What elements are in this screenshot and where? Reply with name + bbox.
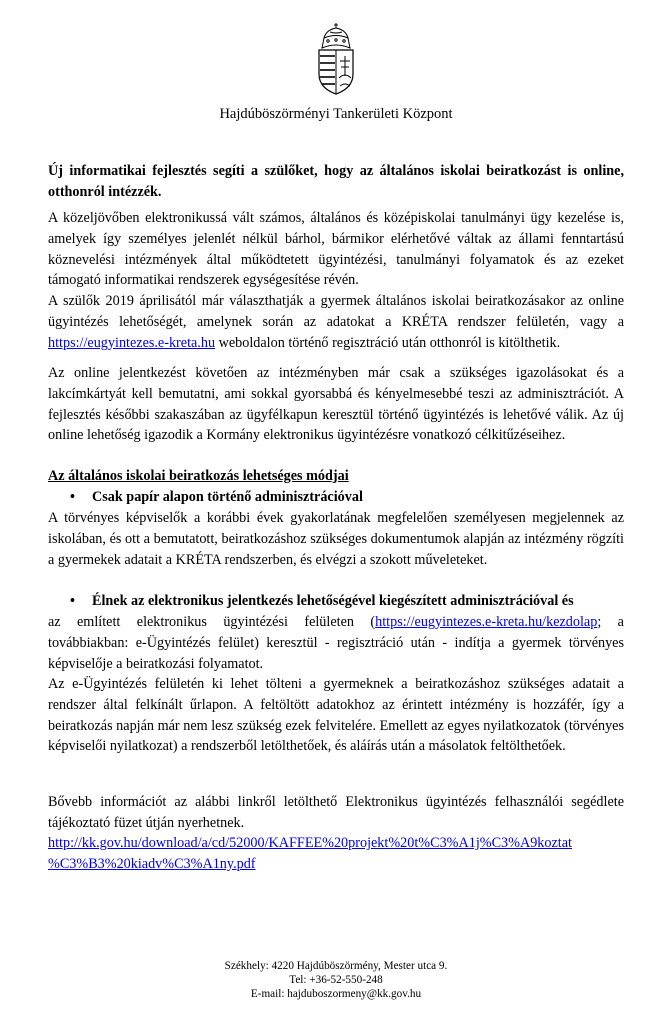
paragraph-text: weboldalon történő regisztráció után otthonról is kitölthetik. <box>215 334 561 351</box>
guide-link-line-2[interactable]: %C3%B3%20kiadv%C3%A1ny.pdf <box>48 855 256 872</box>
organization-name: Hajdúböszörményi Tankerületi Központ <box>219 106 453 122</box>
paragraph-form-details: Az e-Ügyintézés felületén ki lehet tölteni a gyermeknek a beiratkozáshoz szükséges adatait a rendszer által felkínált űrlapon. A feltöltött adatokhoz az érintett intézmény is hozzáfér, így a beiratkozás napján már nem lesz szükség ezek felvitelére. Emellett az egyes nyilatkozatok (törvényes képviselői nyilatkozat) a rendszerből letölthetőek, és aláírás után a másolatok feltölthetőek. <box>48 676 624 755</box>
bullet-label: Csak papír alapon történő adminisztrációval <box>92 489 363 505</box>
paragraph-more-info: Bővebb információt az alábbi linkről letölthető Elektronikus ügyintézés felhasználói segédlete tájékoztató füzet útján nyerhetnek. <box>48 794 624 831</box>
bullet-icon: • <box>70 489 75 505</box>
guide-download-link[interactable] <box>48 833 624 875</box>
eugyintezes-link[interactable]: https://eugyintezes.e-kreta.hu <box>48 334 216 351</box>
paragraph-electronic-process <box>48 612 624 674</box>
section-title: Az általános iskolai beiratkozás lehetséges módjai <box>48 468 349 484</box>
paragraph-intro: A közeljövőben elektronikussá vált számos, általános és középiskolai tanulmányi ügy kezelése is, amelyek így személyes jelenlét nélkül bárhol, bármikor elérhetővé váltak az állami fenntartású köznevelési intézmények által működtetett ügyintézési, tanulmányi folyamatok és az ezeket támogató informatikai rendszerek egységesítése révén. <box>48 210 624 289</box>
paragraph-after-registration: Az online jelentkezést követően az intézményben már csak a szükséges igazolásokat és a lakcímkártyát kell bemutatni, ami sokkal gyorsabbá és kényelmesebbé teszi az adminisztrációt. A fejlesztés későbbi szakaszában az ügyfélkapun keresztül történő ügyintézés is lehetővé válik. Az új online lehetőség igazodik a Kormány elektronikus ügyintézésre vonatkozó célkitűzéseihez. <box>48 365 624 444</box>
footer-phone: Tel: +36-52-550-248 <box>289 974 383 986</box>
footer-email: E-mail: hajduboszormeny@kk.gov.hu <box>250 988 422 1000</box>
paragraph-text: ; a továbbiakban: e-Ügyintézés felület) keresztül - regisztráció után - indítja a gyermek törvényes képviselője a beiratkozási folyamatot. <box>48 614 624 672</box>
headline: Új informatikai fejlesztés segíti a szülőket, hogy az általános iskolai beiratkozást is online, otthonról intézzék. <box>48 163 624 200</box>
bullet-item-paper <box>72 487 624 508</box>
eugyintezes-kezdolap-link[interactable]: https://eugyintezes.e-kreta.hu/kezdolap <box>375 614 598 630</box>
hungarian-coat-of-arms-icon <box>314 22 358 96</box>
paragraph-text: az említett elektronikus ügyintézési felületen ( <box>48 614 376 630</box>
paragraph-paper-process: A törvényes képviselők a korábbi évek gyakorlatának megfelelően személyesen megjelennek az iskolában, és ott a bemutatott, beiratkozáshoz szükséges dokumentumok alapján az intézmény rögzíti a gyermekek adatait a KRÉTA rendszerben, és elvégzi a szokott műveleteket. <box>48 510 624 568</box>
bullet-item-electronic <box>72 591 624 612</box>
bullet-label: Élnek az elektronikus jelentkezés lehetőségével kiegészített adminisztrációval és <box>92 593 574 609</box>
footer-address: Székhely: 4220 Hajdúböszörmény, Mester utca 9. <box>224 960 448 972</box>
guide-link-line-1[interactable]: http://kk.gov.hu/download/a/cd/52000/KAFFEE%20projekt%20t%C3%A1j%C3%A9koztat <box>48 835 572 851</box>
paragraph-text: A szülők 2019 áprilisától már választhatják a gyermek általános iskolai beiratkozásakor az online ügyintézés lehetőségét, amelynek során az adatokat a KRÉTA rendszer felületén, vagy a <box>48 293 624 330</box>
bullet-icon: • <box>70 593 75 609</box>
footer <box>0 959 672 1001</box>
paragraph-online-option <box>48 291 624 353</box>
